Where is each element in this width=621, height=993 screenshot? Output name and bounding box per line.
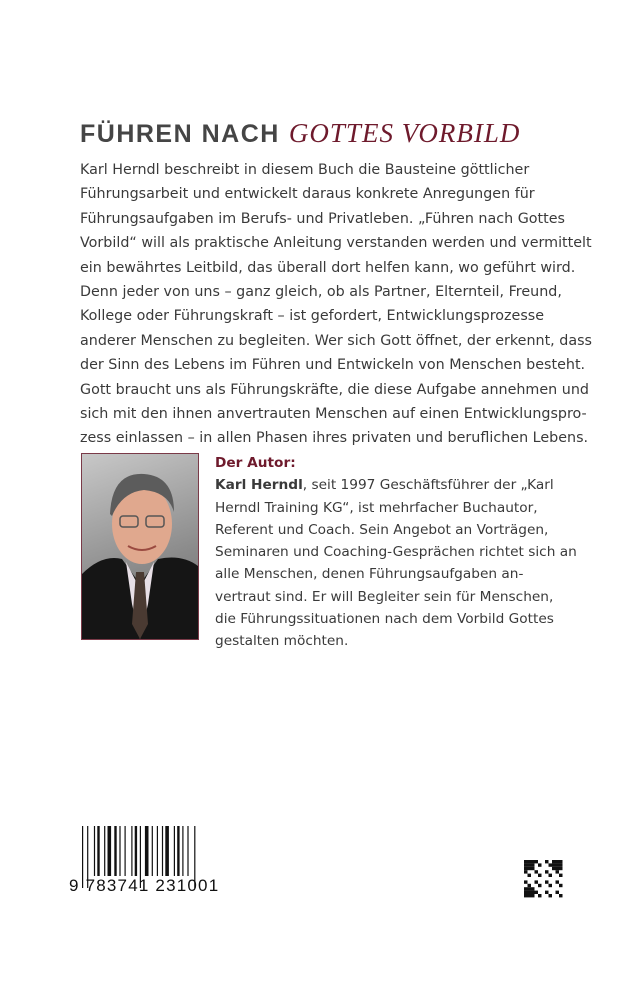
description-line: Vorbild“ will als praktische Anleitung verstanden werden und vermittelt — [80, 235, 592, 252]
description-line: Führungsarbeit und entwickelt daraus konkrete Anregungen für — [80, 186, 535, 203]
description-line: Karl Herndl beschreibt in diesem Buch die Bausteine göttlicher — [80, 162, 530, 178]
qr-module — [538, 894, 542, 897]
qr-module — [528, 867, 532, 870]
qr-module — [531, 887, 535, 890]
barcode-bar — [152, 826, 153, 876]
barcode-bar — [177, 826, 179, 876]
author-line: Referent und Coach. Sein Angebot an Vorträgen, — [215, 521, 549, 538]
title-part-1: FÜHREN NACH — [80, 120, 280, 148]
qr-module — [524, 860, 528, 863]
author-line: , seit 1997 Geschäftsführer der „Karl — [302, 477, 554, 494]
qr-module — [559, 884, 563, 887]
qr-module — [552, 867, 556, 870]
qr-module — [535, 860, 539, 863]
qr-module — [535, 891, 539, 894]
description-line: Führungsaufgaben im Berufs- und Privatleben. „Führen nach Gottes — [80, 210, 566, 227]
barcode-bar — [114, 826, 116, 876]
book-title — [80, 118, 520, 149]
description-line: Gott braucht uns als Führungskräfte, die diese Aufgabe annehmen und — [80, 381, 589, 398]
barcode-bar — [119, 826, 120, 876]
qr-module — [524, 867, 528, 870]
author-name: Karl Herndl — [215, 477, 303, 494]
isbn-number: 9 783741 231001 — [69, 876, 220, 895]
qr-module — [531, 894, 535, 897]
barcode-bar — [174, 826, 175, 876]
qr-module — [559, 863, 563, 866]
barcode-bar — [104, 826, 105, 876]
qr-module — [528, 874, 532, 877]
qr-module — [552, 860, 556, 863]
description-line: der Sinn des Lebens im Führen und Entwickeln von Menschen besteht. — [80, 357, 586, 374]
book-description — [80, 158, 593, 451]
qr-module — [556, 880, 560, 883]
qr-module — [524, 891, 528, 894]
author-bio — [215, 452, 577, 653]
description-line: Denn jeder von uns – ganz gleich, ob als Partner, Elternteil, Freund, — [80, 284, 562, 301]
qr-module — [531, 891, 535, 894]
author-line: alle Menschen, denen Führungsaufgaben an- — [215, 566, 524, 583]
barcode-bar — [108, 826, 112, 876]
qr-module — [549, 884, 553, 887]
qr-module — [524, 863, 528, 866]
barcode-bar — [157, 826, 158, 876]
qr-module — [528, 863, 532, 866]
qr-module — [559, 874, 563, 877]
author-line: Herndl Training KG“, ist mehrfacher Buchautor, — [215, 499, 538, 516]
qr-module — [559, 867, 563, 870]
qr-module — [538, 884, 542, 887]
author-photo — [81, 453, 199, 640]
qr-module — [545, 870, 549, 873]
qr-module — [524, 887, 528, 890]
barcode-bar — [182, 826, 183, 876]
qr-module — [545, 891, 549, 894]
qr-module — [549, 874, 553, 877]
barcode-bar — [187, 826, 188, 876]
qr-module — [528, 884, 532, 887]
description-line: ein bewährtes Leitbild, das überall dort helfen kann, wo geführt wird. — [80, 259, 576, 276]
qr-module — [556, 860, 560, 863]
title-part-2: GOTTES VORBILD — [288, 118, 521, 148]
qr-module — [538, 863, 542, 866]
qr-module — [556, 870, 560, 873]
qr-module — [535, 880, 539, 883]
qr-module — [531, 860, 535, 863]
barcode-bar — [131, 826, 132, 876]
barcode-bar — [125, 826, 126, 876]
description-line: zess einlassen – in allen Phasen ihres privaten und beruflichen Lebens. — [80, 430, 589, 447]
author-line: vertraut sind. Er will Begleiter sein für Menschen, — [215, 588, 554, 605]
barcode-bar — [165, 826, 169, 876]
qr-module — [524, 880, 528, 883]
author-heading: Der Autor: — [215, 455, 296, 471]
barcode-bar — [135, 826, 137, 876]
qr-module — [556, 867, 560, 870]
barcode-bar — [162, 826, 163, 876]
author-line: gestalten möchten. — [215, 633, 349, 650]
qr-module — [545, 860, 549, 863]
description-line: sich mit den ihnen anvertrauten Menschen auf einen Entwicklungspro- — [80, 406, 587, 423]
qr-module — [556, 863, 560, 866]
qr-module — [549, 894, 553, 897]
qr-module — [559, 860, 563, 863]
qr-module — [524, 870, 528, 873]
author-line: Seminaren und Coaching-Gesprächen richtet sich an — [215, 544, 577, 561]
qr-module — [556, 891, 560, 894]
qr-module — [545, 880, 549, 883]
qr-module — [528, 891, 532, 894]
description-line: anderer Menschen zu begleiten. Wer sich Gott öffnet, der erkennt, dass — [80, 332, 593, 349]
qr-module — [549, 863, 553, 866]
qr-module — [528, 894, 532, 897]
description-line: Kollege oder Führungskraft – ist gefordert, Entwicklungsprozesse — [80, 308, 545, 325]
qr-module — [538, 874, 542, 877]
barcode-bar — [145, 826, 149, 876]
qr-module — [531, 867, 535, 870]
qr-module — [559, 894, 563, 897]
qr-module — [535, 870, 539, 873]
barcode-bar — [94, 826, 95, 876]
author-line: die Führungssituationen nach dem Vorbild Gottes — [215, 611, 554, 628]
qr-module — [528, 887, 532, 890]
qr-module — [531, 863, 535, 866]
qr-module — [552, 863, 556, 866]
qr-code — [524, 860, 564, 898]
qr-module — [524, 894, 528, 897]
qr-module — [528, 860, 532, 863]
barcode-bar — [97, 826, 99, 876]
